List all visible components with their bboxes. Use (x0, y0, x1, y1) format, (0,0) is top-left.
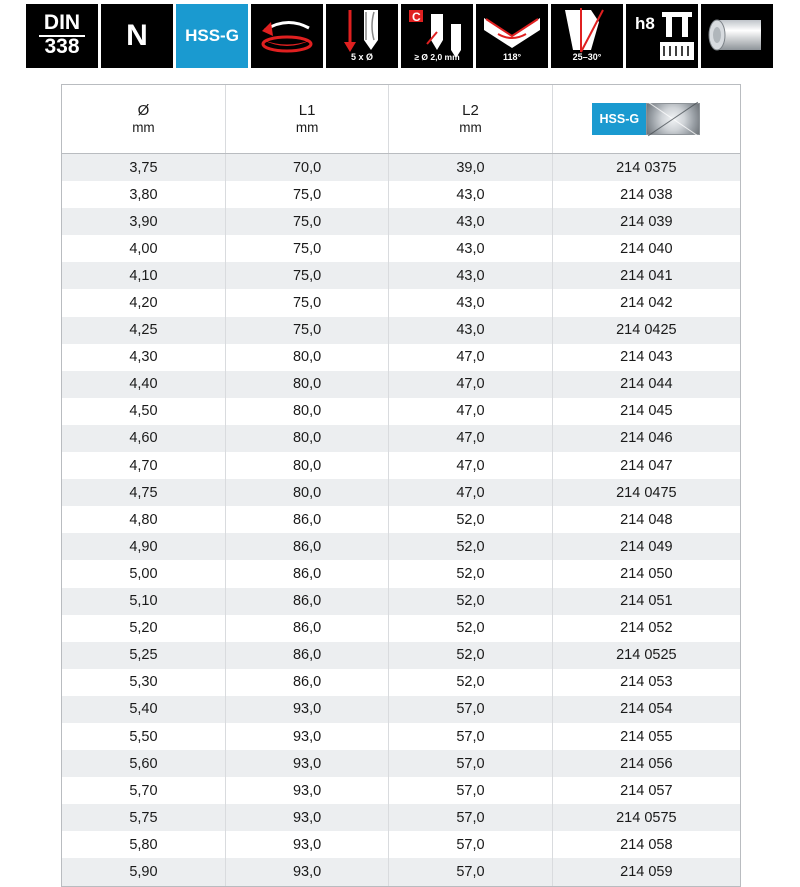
cell-length-l1: 86,0 (225, 615, 388, 642)
table-row[interactable] (62, 452, 740, 479)
cell-article-number: 214 052 (552, 615, 740, 642)
coating-disc-icon (646, 103, 700, 135)
column-header-diameter-sub: mm (132, 120, 155, 135)
cell-article-number: 214 038 (552, 181, 740, 208)
cell-length-l2: 57,0 (389, 696, 552, 723)
cell-length-l2: 57,0 (389, 723, 552, 750)
cell-length-l1: 75,0 (225, 289, 388, 316)
cell-length-l2: 52,0 (389, 642, 552, 669)
right-hand-cut-icon (251, 4, 323, 68)
cell-length-l1: 80,0 (225, 425, 388, 452)
cell-length-l1: 75,0 (225, 317, 388, 344)
table-row[interactable] (62, 858, 740, 885)
table-row[interactable] (62, 804, 740, 831)
cell-article-number: 214 0525 (552, 642, 740, 669)
cell-diameter: 5,00 (62, 560, 225, 587)
cell-length-l1: 86,0 (225, 533, 388, 560)
cell-diameter: 5,50 (62, 723, 225, 750)
table-row[interactable] (62, 208, 740, 235)
cell-diameter: 3,90 (62, 208, 225, 235)
tolerance-h8-icon (626, 4, 698, 68)
cell-diameter: 4,40 (62, 371, 225, 398)
column-header-l2-sub: mm (459, 120, 482, 135)
cell-length-l2: 43,0 (389, 235, 552, 262)
material-hssg-icon (176, 4, 248, 68)
svg-text:C: C (412, 10, 421, 24)
product-table (61, 84, 741, 887)
cylindrical-shank-icon (701, 4, 773, 68)
cell-length-l1: 80,0 (225, 371, 388, 398)
type-n-icon (101, 4, 173, 68)
cell-length-l1: 93,0 (225, 804, 388, 831)
cell-article-number: 214 042 (552, 289, 740, 316)
cell-article-number: 214 058 (552, 831, 740, 858)
cell-diameter: 3,75 (62, 154, 225, 182)
cell-article-number: 214 0575 (552, 804, 740, 831)
column-header-l1 (225, 85, 388, 154)
table-body (62, 154, 740, 886)
cell-length-l1: 80,0 (225, 479, 388, 506)
table-row[interactable] (62, 750, 740, 777)
cell-length-l2: 47,0 (389, 398, 552, 425)
type-n-label: N (126, 19, 148, 52)
table-row[interactable] (62, 289, 740, 316)
cell-length-l1: 86,0 (225, 642, 388, 669)
cell-article-number: 214 057 (552, 777, 740, 804)
cell-article-number: 214 055 (552, 723, 740, 750)
table-row[interactable] (62, 696, 740, 723)
cell-diameter: 5,20 (62, 615, 225, 642)
drilling-depth-icon (326, 4, 398, 68)
cell-length-l2: 57,0 (389, 804, 552, 831)
table-row[interactable] (62, 831, 740, 858)
column-header-l1-sub: mm (295, 120, 319, 135)
cell-length-l1: 86,0 (225, 560, 388, 587)
table-row[interactable] (62, 723, 740, 750)
cell-diameter: 4,80 (62, 506, 225, 533)
cell-length-l2: 43,0 (389, 208, 552, 235)
cell-article-number: 214 046 (552, 425, 740, 452)
cell-length-l2: 47,0 (389, 344, 552, 371)
cell-length-l2: 39,0 (389, 154, 552, 182)
cell-diameter: 4,25 (62, 317, 225, 344)
table-row[interactable] (62, 181, 740, 208)
cell-article-number: 214 053 (552, 669, 740, 696)
cell-length-l1: 75,0 (225, 262, 388, 289)
helix-angle-icon (551, 4, 623, 68)
cell-article-number: 214 043 (552, 344, 740, 371)
cell-length-l1: 75,0 (225, 235, 388, 262)
cell-diameter: 4,70 (62, 452, 225, 479)
table-row[interactable] (62, 506, 740, 533)
rotation-arrow-icon (251, 4, 323, 68)
cell-diameter: 4,75 (62, 479, 225, 506)
cell-length-l2: 57,0 (389, 831, 552, 858)
din-standard-line2: 338 (44, 35, 80, 58)
cell-length-l2: 57,0 (389, 858, 552, 885)
cell-length-l2: 43,0 (389, 262, 552, 289)
cell-length-l1: 80,0 (225, 452, 388, 479)
table-row[interactable] (62, 533, 740, 560)
cell-diameter: 5,30 (62, 669, 225, 696)
point-angle-label: 118° (502, 52, 522, 62)
cell-length-l2: 52,0 (389, 560, 552, 587)
cell-diameter: 4,20 (62, 289, 225, 316)
column-header-article-number (552, 85, 740, 154)
cell-length-l2: 52,0 (389, 533, 552, 560)
table-header (62, 85, 740, 154)
cell-diameter: 4,30 (62, 344, 225, 371)
cell-article-number: 214 054 (552, 696, 740, 723)
cell-diameter: 4,90 (62, 533, 225, 560)
cell-length-l1: 93,0 (225, 858, 388, 885)
cell-length-l2: 47,0 (389, 371, 552, 398)
cell-article-number: 214 051 (552, 588, 740, 615)
table-row[interactable] (62, 262, 740, 289)
cell-length-l1: 93,0 (225, 777, 388, 804)
hssg-header-group (554, 103, 739, 135)
table-row[interactable] (62, 479, 740, 506)
cell-diameter: 4,00 (62, 235, 225, 262)
cell-length-l1: 93,0 (225, 831, 388, 858)
table-row[interactable] (62, 669, 740, 696)
cell-length-l1: 70,0 (225, 154, 388, 182)
spec-icon-bar (0, 0, 800, 72)
cell-article-number: 214 0475 (552, 479, 740, 506)
cell-diameter: 5,25 (62, 642, 225, 669)
cell-length-l1: 93,0 (225, 696, 388, 723)
drilling-depth-label: 5 x Ø (350, 52, 374, 62)
table-row[interactable] (62, 642, 740, 669)
cell-length-l1: 86,0 (225, 669, 388, 696)
cell-article-number: 214 040 (552, 235, 740, 262)
table-row[interactable] (62, 344, 740, 371)
cell-length-l2: 47,0 (389, 425, 552, 452)
cell-article-number: 214 039 (552, 208, 740, 235)
shank-form-icon (701, 4, 773, 68)
cell-length-l1: 93,0 (225, 723, 388, 750)
table-row[interactable] (62, 777, 740, 804)
cell-diameter: 5,10 (62, 588, 225, 615)
table-row[interactable] (62, 371, 740, 398)
cell-diameter: 5,70 (62, 777, 225, 804)
cell-length-l2: 57,0 (389, 777, 552, 804)
hssg-badge: HSS-G (592, 103, 646, 135)
cell-article-number: 214 041 (552, 262, 740, 289)
table-row[interactable] (62, 154, 740, 182)
point-angle-icon (476, 4, 548, 68)
table-row[interactable] (62, 615, 740, 642)
table-row[interactable] (62, 560, 740, 587)
cell-article-number: 214 056 (552, 750, 740, 777)
cell-length-l2: 43,0 (389, 317, 552, 344)
tolerance-h8-label: h8 (635, 14, 655, 33)
cell-length-l2: 43,0 (389, 181, 552, 208)
table-row[interactable] (62, 425, 740, 452)
column-header-l2-main: L2 (462, 102, 479, 119)
cell-length-l1: 80,0 (225, 344, 388, 371)
cell-article-number: 214 047 (552, 452, 740, 479)
cell-article-number: 214 0375 (552, 154, 740, 182)
helix-angle-label: 25–30° (572, 52, 602, 62)
cell-length-l2: 52,0 (389, 588, 552, 615)
cell-length-l2: 52,0 (389, 615, 552, 642)
cell-length-l2: 43,0 (389, 289, 552, 316)
cell-article-number: 214 044 (552, 371, 740, 398)
cell-length-l2: 47,0 (389, 452, 552, 479)
column-header-diameter-main: Ø (137, 102, 150, 119)
table-row[interactable] (62, 588, 740, 615)
cell-length-l1: 86,0 (225, 588, 388, 615)
cell-length-l1: 75,0 (225, 181, 388, 208)
column-header-l2 (389, 85, 552, 154)
cell-length-l2: 52,0 (389, 506, 552, 533)
cell-diameter: 4,60 (62, 425, 225, 452)
cell-article-number: 214 050 (552, 560, 740, 587)
cell-article-number: 214 045 (552, 398, 740, 425)
cell-length-l1: 80,0 (225, 398, 388, 425)
column-header-diameter (62, 85, 225, 154)
table-row[interactable] (62, 317, 740, 344)
table-row[interactable] (62, 398, 740, 425)
shank-diameter-label: ≥ Ø 2,0 mm (414, 52, 460, 62)
cell-length-l2: 57,0 (389, 750, 552, 777)
cell-diameter: 5,75 (62, 804, 225, 831)
drill-specification-table (62, 85, 740, 886)
table-row[interactable] (62, 235, 740, 262)
cell-length-l2: 52,0 (389, 669, 552, 696)
cell-length-l1: 86,0 (225, 506, 388, 533)
din-standard-line1: DIN (43, 11, 81, 34)
material-hssg-label: HSS-G (185, 26, 239, 45)
cell-length-l2: 47,0 (389, 479, 552, 506)
cell-diameter: 5,60 (62, 750, 225, 777)
cell-length-l1: 75,0 (225, 208, 388, 235)
shank-diameter-icon (401, 4, 473, 68)
cell-diameter: 3,80 (62, 181, 225, 208)
cell-article-number: 214 048 (552, 506, 740, 533)
cell-diameter: 4,50 (62, 398, 225, 425)
header-row (62, 85, 740, 154)
cell-diameter: 5,90 (62, 858, 225, 885)
din-standard-icon (26, 4, 98, 68)
cell-diameter: 5,80 (62, 831, 225, 858)
cell-article-number: 214 0425 (552, 317, 740, 344)
cell-length-l1: 93,0 (225, 750, 388, 777)
cell-diameter: 4,10 (62, 262, 225, 289)
cell-article-number: 214 049 (552, 533, 740, 560)
cell-diameter: 5,40 (62, 696, 225, 723)
column-header-l1-main: L1 (298, 102, 316, 119)
cell-article-number: 214 059 (552, 858, 740, 885)
